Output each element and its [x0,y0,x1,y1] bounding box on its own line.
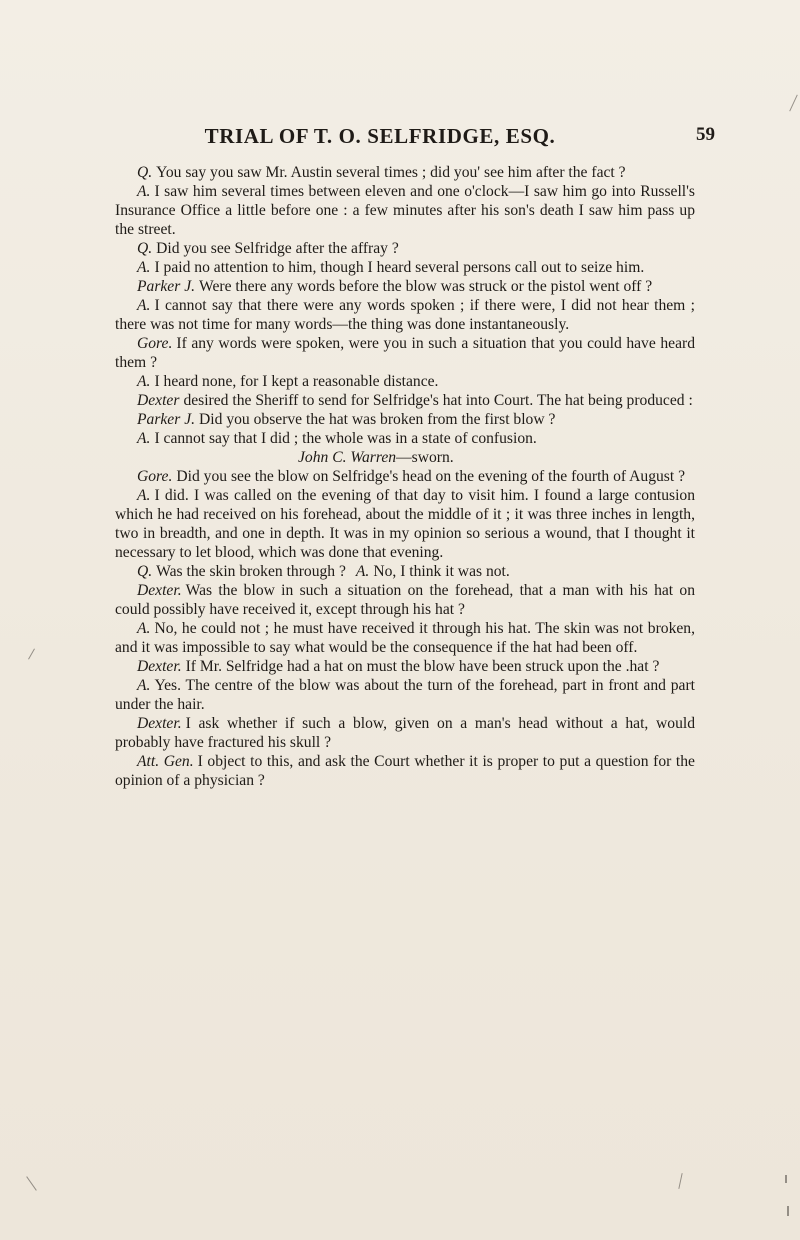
speaker-label: Parker J. [137,278,196,295]
paragraph-text: Was the skin broken through ? [156,563,346,580]
paragraph [115,163,695,182]
paragraph-text: I heard none, for I kept a reasonable distance. [154,373,439,390]
running-head [115,124,715,152]
body-text [115,163,695,790]
speaker-label: A. [137,259,151,276]
paragraph-text: I object to this, and ask the Court whether it is proper to put a question for the opinion of a physician ? [115,753,695,789]
paragraph [115,258,695,277]
paragraph-text: Did you see Selfridge after the affray ? [156,240,399,257]
paragraph-text: You say you saw Mr. Austin several times ; did you' see him after the fact ? [156,164,626,181]
paper-mark [28,649,35,660]
paragraph-text: I ask whether if such a blow, given on a man's head without a hat, would probably have fractured his skull ? [115,715,695,751]
speaker-label: Gore. [137,468,173,485]
paragraph-text: If any words were spoken, were you in such a situation that you could have heard them ? [115,335,695,371]
paragraph-text: Did you see the blow on Selfridge's head on the evening of the fourth of August ? [176,468,686,485]
paragraph-text-inline: No, I think it was not. [373,563,510,580]
paragraph [115,429,695,448]
speaker-label: A. [137,620,151,637]
speaker-label: Q. [137,563,153,580]
speaker-label: Q. [137,164,153,181]
speaker-label: Dexter. [137,658,182,675]
speaker-label: A. [137,430,151,447]
paragraph [115,277,695,296]
speaker-label: Dexter. [137,715,182,732]
speaker-label-inline: A. [355,563,370,580]
speaker-label: A. [137,183,151,200]
paragraph [115,486,695,562]
paragraph-text: I paid no attention to him, though I heard several persons call out to seize him. [154,259,645,276]
paragraph [115,581,695,619]
paper-mark [789,95,798,112]
speaker-label: A. [137,487,151,504]
paragraph [115,676,695,714]
speaker-label: A. [137,297,151,314]
page-number: 59 [696,124,715,145]
paragraph-text: Yes. The centre of the blow was about the turn of the forehead, part in front and part under the hair. [115,677,695,713]
paragraph [115,562,695,581]
speaker-label: Dexter. [137,582,182,599]
witness-sworn-line [115,448,695,467]
speaker-label: Gore. [137,335,173,352]
witness-name: John C. Warren [298,449,397,466]
paragraph [115,372,695,391]
paragraph [115,657,695,676]
paper-mark [26,1176,37,1190]
paragraph [115,714,695,752]
speaker-label: Dexter [137,392,180,409]
paragraph-text: If Mr. Selfridge had a hat on must the blow have been struck upon the .hat ? [185,658,660,675]
paper-mark [785,1175,787,1183]
speaker-label: A. [137,373,151,390]
page-title: TRIAL OF T. O. SELFRIDGE, ESQ. [204,124,556,148]
paragraph-text: desired the Sheriff to send for Selfridge's hat into Court. The hat being produced : [183,392,693,409]
paragraph-text: I cannot say that I did ; the whole was in a state of confusion. [154,430,537,447]
paragraph [115,752,695,790]
paragraph [115,182,695,239]
paragraph [115,334,695,372]
paragraph-text: I saw him several times between eleven and one o'clock—I saw him go into Russell's Insurance Office a little before one : a few minutes after his son's death I saw him pass up the street. [115,183,695,238]
paragraph-text: I cannot say that there were any words spoken ; if there were, I did not hear them ; there was not time for many words—the thing was done instantaneously. [115,297,695,333]
speaker-label: Parker J. [137,411,196,428]
paragraph-text: No, he could not ; he must have received it through his hat. The skin was not broken, and it was impossible to say what would be the consequence if the hat had been off. [115,620,695,656]
sworn-label: —sworn. [396,449,454,466]
speaker-label: A. [137,677,151,694]
paper-mark [678,1173,682,1189]
paragraph [115,467,695,486]
speaker-label: Att. Gen. [137,753,194,770]
speaker-label: Q. [137,240,153,257]
paragraph [115,410,695,429]
paragraph-text: Were there any words before the blow was struck or the pistol went off ? [199,278,653,295]
paragraph [115,391,695,410]
paragraph-text: Was the blow in such a situation on the forehead, that a man with his hat on could possibly have received it, except through his hat ? [115,582,695,618]
paper-mark [787,1206,789,1216]
paragraph [115,619,695,657]
paragraph [115,296,695,334]
paragraph [115,239,695,258]
paragraph-text: Did you observe the hat was broken from the first blow ? [199,411,556,428]
paragraph-text: I did. I was called on the evening of that day to visit him. I found a large contusion which he had received on his forehead, about the middle of it ; it was three inches in length, two in breadth, and one in depth. It was in my opinion so serious a wound, that I thought it necessary to let blood, which was done that evening. [115,487,695,561]
